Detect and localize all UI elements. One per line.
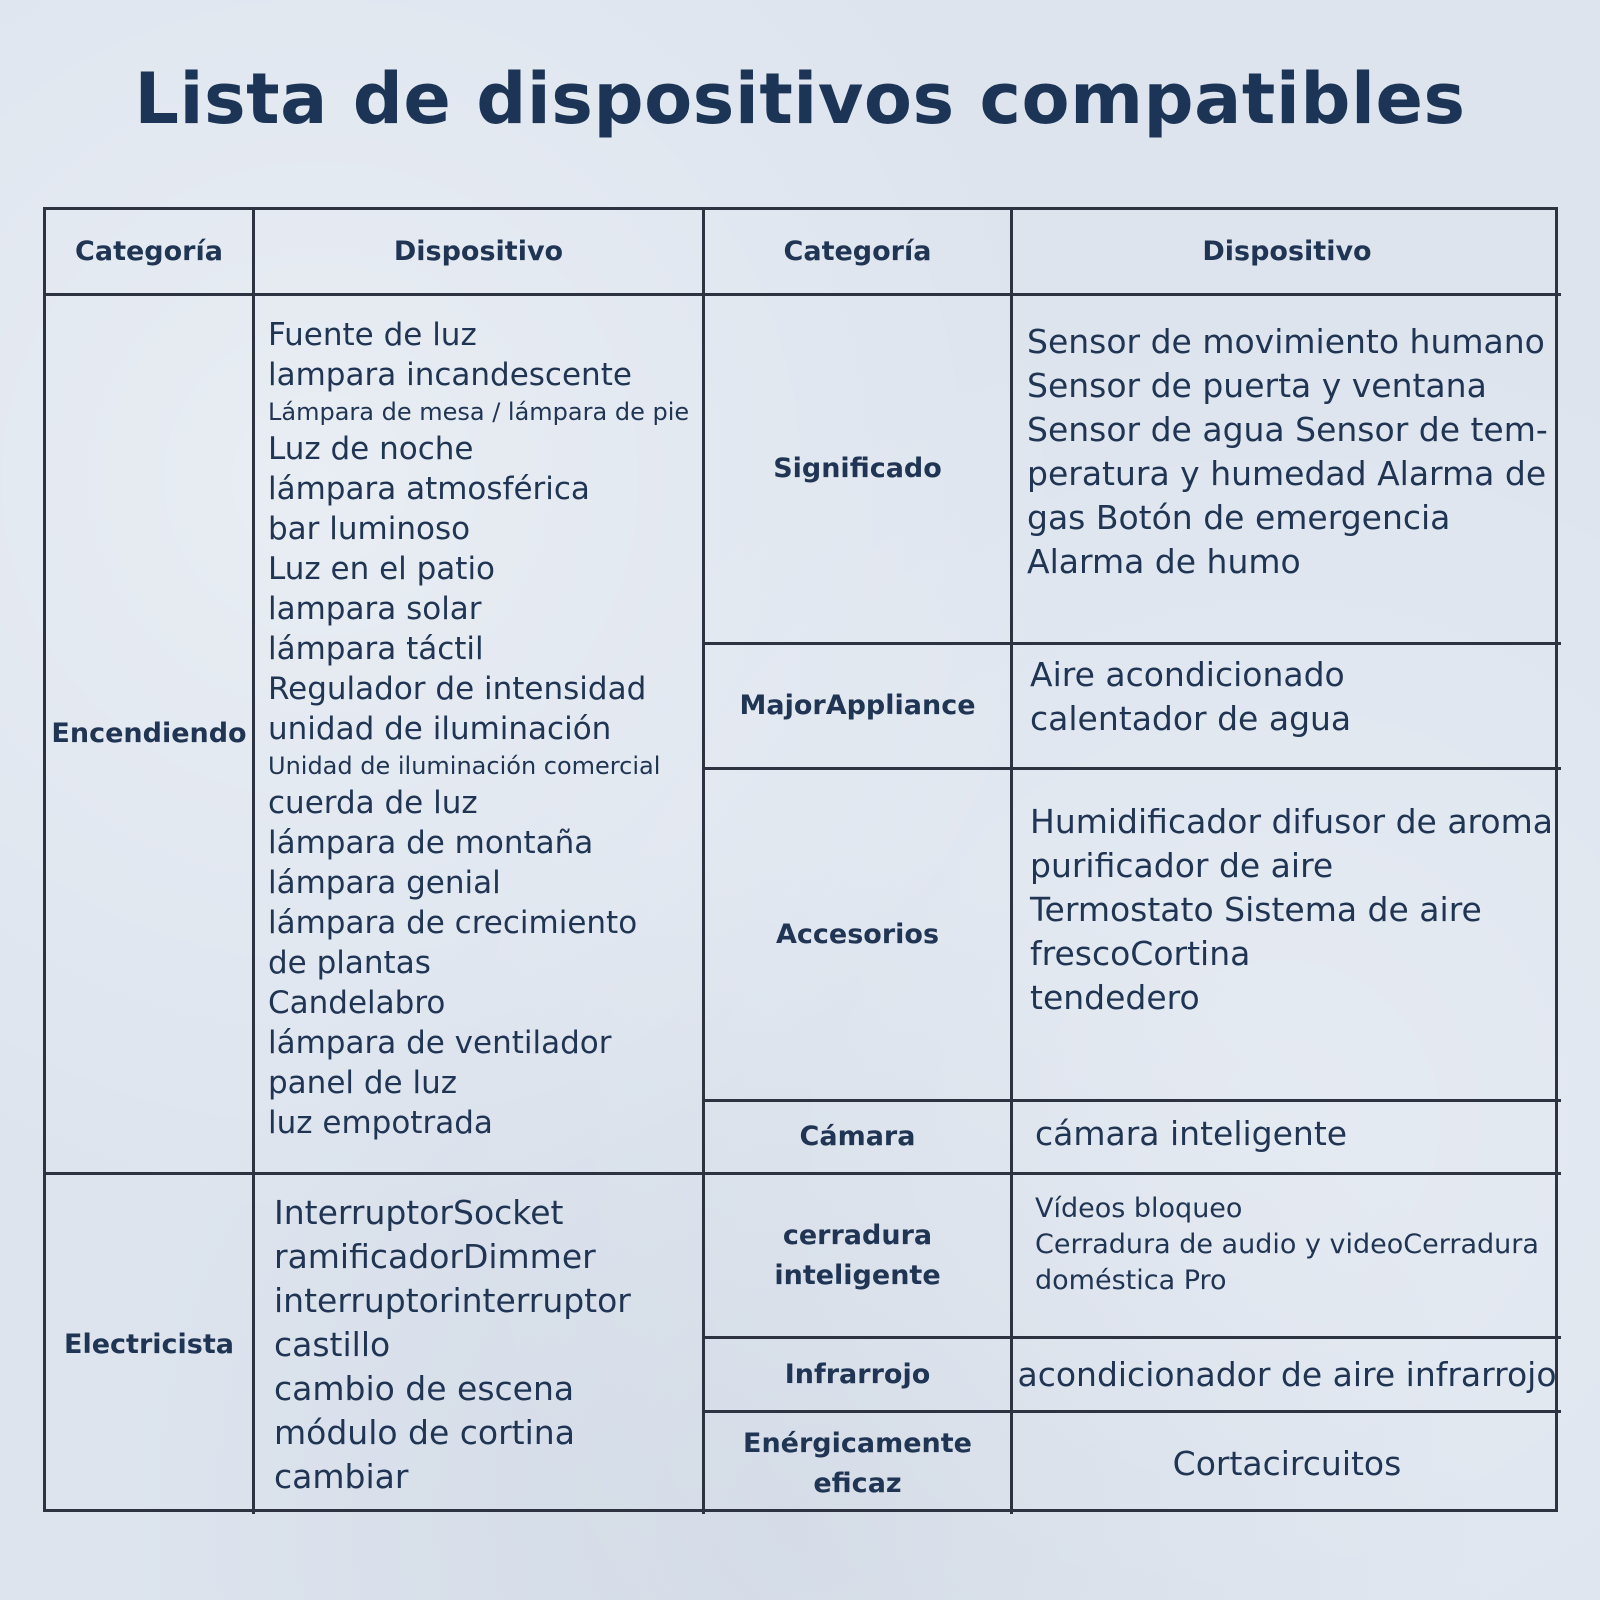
device-item: panel de luz [268, 1065, 457, 1101]
device-item: lámpara de montaña [268, 825, 594, 861]
page-title: Lista de dispositivos compatibles [134, 58, 1466, 140]
device-item: InterruptorSocket [274, 1193, 564, 1232]
energy-device-list [1013, 1413, 1561, 1514]
device-item: Vídeos bloqueo [1035, 1193, 1243, 1224]
device-item: gas Botón de emergencia [1027, 498, 1451, 537]
device-item: lámpara táctil [268, 631, 484, 667]
device-item: Luz de noche [268, 431, 474, 467]
device-item: de plantas [268, 945, 431, 981]
device-item: cambio de escena [274, 1369, 575, 1408]
device-item: luz empotrada [268, 1105, 493, 1141]
header-category-left: Categoría [46, 210, 255, 296]
device-item: módulo de cortina [274, 1413, 575, 1452]
device-item: lámpara de ventilador [268, 1025, 612, 1061]
category-smart-lock-line: inteligente [774, 1259, 941, 1291]
device-item: Sensor de agua Sensor de tem- [1027, 410, 1548, 449]
device-item: peratura y humedad Alarma de [1027, 454, 1547, 493]
device-item: castillo [274, 1325, 391, 1364]
device-item: Candelabro [268, 985, 446, 1021]
device-item: interruptorinterruptor [274, 1281, 631, 1320]
header-category-right: Categoría [705, 210, 1013, 296]
device-item: unidad de iluminación [268, 711, 612, 747]
device-item: Cerradura de audio y videoCerradura [1035, 1229, 1539, 1260]
accessories-device-list [1013, 770, 1561, 1102]
category-accessories: Accesorios [705, 770, 1013, 1102]
device-item: frescoCortina [1030, 934, 1251, 973]
category-major-appliance: MajorAppliance [705, 645, 1013, 770]
category-infrared: Infrarrojo [705, 1339, 1013, 1413]
device-item: Aire acondicionado [1030, 655, 1345, 694]
device-item: Unidad de iluminación comercial [268, 752, 661, 780]
device-item: lámpara de crecimiento [268, 905, 638, 941]
device-item: acondicionador de aire infrarrojo [1017, 1355, 1557, 1394]
device-item: Alarma de humo [1027, 542, 1301, 581]
device-item: Termostato Sistema de aire [1030, 890, 1482, 929]
category-energy-efficient [705, 1413, 1013, 1514]
category-lighting: Encendiendo [46, 296, 255, 1175]
category-energy-line: eficaz [813, 1467, 902, 1499]
device-item: Cortacircuitos [1172, 1444, 1402, 1483]
device-item: tendedero [1030, 978, 1200, 1017]
device-item: lámpara genial [268, 865, 501, 901]
smart-lock-device-list [1013, 1175, 1561, 1339]
device-item: Regulador de intensidad [268, 671, 647, 707]
category-electrician: Electricista [46, 1175, 255, 1514]
header-device-left: Dispositivo [255, 210, 705, 296]
device-item: Fuente de luz [268, 317, 477, 353]
device-item: calentador de agua [1030, 699, 1352, 738]
infrared-device-list [1013, 1339, 1561, 1413]
category-smart-lock [705, 1175, 1013, 1339]
device-item: lampara incandescente [268, 357, 632, 393]
device-item: cámara inteligente [1035, 1114, 1348, 1153]
camera-device-list [1013, 1102, 1561, 1175]
device-item: Humidificador difusor de aroma [1030, 802, 1553, 841]
category-smart-lock-line: cerradura [782, 1219, 933, 1251]
device-item: lampara solar [268, 591, 482, 627]
compatibility-table [43, 207, 1558, 1512]
device-item: Sensor de movimiento humano [1027, 322, 1545, 361]
sensors-device-list [1013, 296, 1561, 645]
major-appliance-device-list [1013, 645, 1561, 770]
device-item: cuerda de luz [268, 785, 478, 821]
device-item: doméstica Pro [1035, 1265, 1227, 1296]
lighting-device-list [255, 296, 705, 1175]
device-item: bar luminoso [268, 511, 471, 547]
device-item: lámpara atmosférica [268, 471, 590, 507]
device-item: cambiar [274, 1457, 409, 1496]
device-item: Sensor de puerta y ventana [1027, 366, 1487, 405]
device-item: purificador de aire [1030, 846, 1334, 885]
category-sensors: Significado [705, 296, 1013, 645]
device-item: Lámpara de mesa / lámpara de pie [268, 398, 690, 426]
electrician-device-list [255, 1175, 705, 1514]
device-item: Luz en el patio [268, 551, 496, 587]
device-item: ramificadorDimmer [274, 1237, 596, 1276]
category-camera: Cámara [705, 1102, 1013, 1175]
header-device-right: Dispositivo [1013, 210, 1561, 296]
category-energy-line: Enérgicamente [743, 1427, 972, 1459]
